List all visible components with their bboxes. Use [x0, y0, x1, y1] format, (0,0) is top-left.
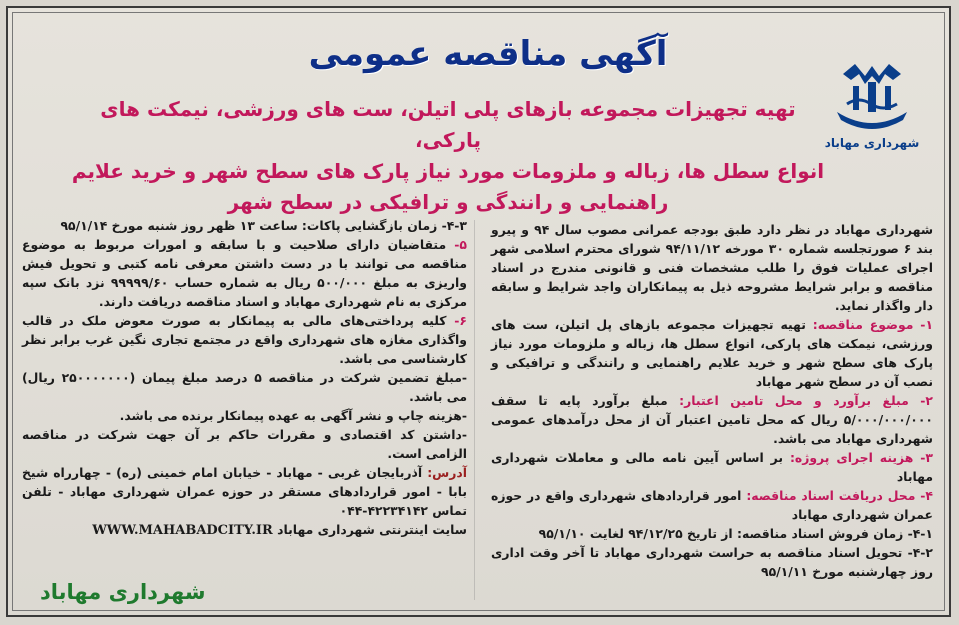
- section-documents: [491, 486, 933, 524]
- emblem-icon: [829, 56, 915, 134]
- signature: شهرداری مهاباد: [40, 580, 206, 604]
- section-text: کلیه پرداختی‌های مالی به پیمانکار به صورت معوض ملک در قالب واگذاری مغازه های شهرداری واقع در مجتمع تجاری نگین غرب برابر نظر کارشناسی می باشد.: [22, 313, 467, 366]
- advert-cost-note: -هزینه چاپ و نشر آگهی به عهده پیمانکار برنده می باشد.: [119, 408, 467, 423]
- column-divider: [474, 220, 475, 600]
- municipality-logo: [817, 56, 927, 166]
- tender-notice: [6, 6, 951, 617]
- website-label: سایت اینترنتی شهرداری مهاباد: [277, 522, 467, 537]
- section-heading: ۶-: [454, 313, 467, 328]
- subtitle-line: راهنمایی و رانندگی و ترافیکی در سطح شهر: [227, 190, 669, 214]
- economic-code-note: -داشتن کد اقتصادی و مقررات حاکم بر آن جهت شرکت در مناقصه الزامی است.: [22, 427, 467, 461]
- section-text: بر اساس آیین نامه مالی و معاملات شهرداری مهاباد: [491, 450, 933, 484]
- section-cost: [491, 448, 933, 486]
- documents-sale-time: ۴-۱- زمان فروش اسناد مناقصه: از تاریخ ۹۴/۱۲/۲۵ لغایت ۹۵/۱/۱۰: [538, 526, 933, 541]
- logo-label: شهرداری مهاباد: [824, 136, 920, 150]
- address-text: آذربایجان غربی - مهاباد - خیابان امام خمینی (ره) - چهارراه شیخ بابا - امور قراردادهای مستقر در حوزه عمران شهرداری مهاباد - تلفن تماس ۴۲۲۳۴۱۴۲-۰۴۴: [22, 465, 467, 518]
- address: [22, 463, 467, 520]
- section-text: متقاضیان دارای صلاحیت و با سابقه و امورات مربوط به موضوع مناقصه می توانند با در دست داشتن معرفی نامه کتبی و تحویل فیش واریزی به مبلغ ۵۰۰/۰۰۰ ریال به شماره حساب ۹۹۹۹۹/۶۰ نزد بانک سپه مرکزی به نام شهرداری مهاباد و اسناد مناقصه دریافت دارند.: [22, 237, 467, 309]
- website-link[interactable]: WWW.MAHABADCITY.IR: [92, 523, 273, 538]
- section-heading: ۴- محل دریافت اسناد مناقصه:: [746, 488, 933, 503]
- section-applicants: [22, 235, 467, 311]
- section-heading: ۱- موضوع مناقصه:: [812, 317, 934, 332]
- opening-time: ۴-۳- زمان بازگشایی پاکات: ساعت ۱۳ ظهر روز شنبه مورخ ۹۵/۱/۱۴: [60, 218, 467, 233]
- section-heading: ۳- هزینه اجرای پروژه:: [789, 450, 933, 465]
- address-heading: آدرس:: [427, 465, 467, 480]
- section-subject: [491, 315, 933, 391]
- notice-title: آگهی مناقصه عمومی: [308, 34, 668, 74]
- subtitle-line: تهیه تجهیزات مجموعه بازهای پلی اتیلن، ست های ورزشی، نیمکت های پارکی،: [100, 97, 796, 152]
- section-payments: [22, 311, 467, 368]
- section-text: مبلغ برآورد پایه تا سقف ۵/۰۰۰/۰۰۰/۰۰۰ ریال که محل تامین اعتبار آن از محل درآمدهای عمومی شهرداری مهاباد می باشد.: [491, 393, 933, 446]
- guarantee-note: -مبلغ تضمین شرکت در مناقصه ۵ درصد مبلغ پیمان (۲۵۰۰۰۰۰۰۰ ریال) می باشد.: [22, 370, 468, 404]
- section-text: تهیه تجهیزات مجموعه بازهای پل اتیلن، ست های ورزشی، نیمکت های پارکی، انواع سطل ها، زباله و ملزومات مورد نیاز پارک های سطح شهر و خرید علایم راهنمایی و رانندگی و ترافیکی و نصب آن در سطح شهر مهاباد: [491, 317, 933, 389]
- notice-subtitle: [68, 94, 828, 218]
- subtitle-line: انواع سطل ها، زباله و ملزومات مورد نیاز پارک های سطح شهر و خرید علایم: [71, 159, 825, 183]
- left-column: [22, 216, 467, 540]
- right-column: [491, 220, 933, 581]
- section-heading: ۵-: [454, 237, 467, 252]
- section-heading: ۲- مبلغ برآورد و محل تامین اعتبار:: [679, 393, 933, 408]
- documents-delivery: ۴-۲- تحویل اسناد مناقصه به حراست شهرداری مهاباد تا آخر وقت اداری روز چهارشنبه مورخ ۹۵/۱/۱۱: [491, 545, 933, 579]
- section-budget: [491, 391, 933, 448]
- intro-paragraph: شهرداری مهاباد در نظر دارد طبق بودجه عمرانی مصوب سال ۹۴ و پیرو بند ۶ صورتجلسه شماره ۳۰ مورخه ۹۴/۱۱/۱۲ شورای محترم اسلامی شهر اجرای عملیات فوق را طلب مشخصات فنی و قانونی مندرج در اسناد مناقصه و برابر شرایط مشروحه ذیل به پیمانکاران واجد شرایط و سابقه دار واگذار نماید.: [491, 222, 934, 313]
- section-text: امور قراردادهای شهرداری واقع در حوزه عمران شهرداری مهاباد: [491, 488, 933, 522]
- website-line: [22, 520, 467, 540]
